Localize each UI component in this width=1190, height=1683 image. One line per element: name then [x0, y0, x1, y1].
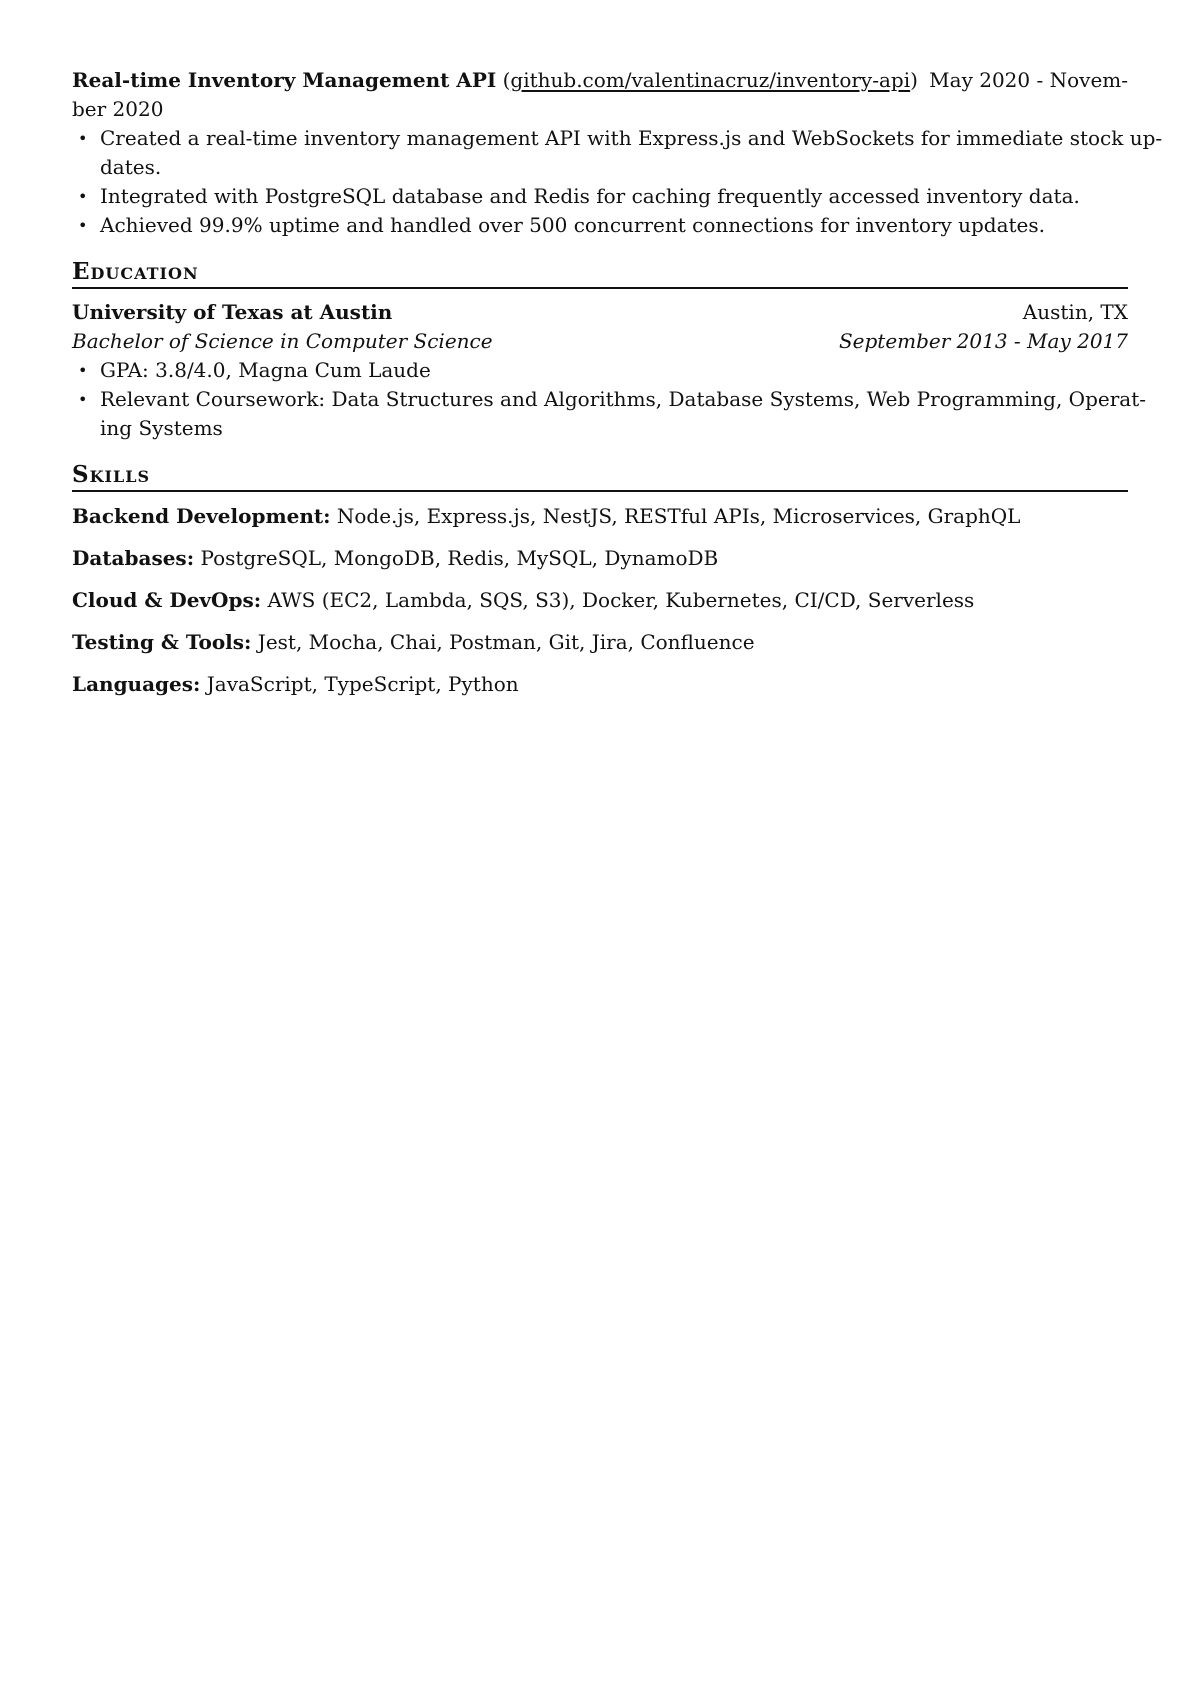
skill-row — [72, 670, 1128, 699]
bullet-text: Relevant Coursework: Data Structures and Algorithms, Database Systems, Web Programming, Operat- — [100, 387, 1146, 411]
project-title: Real-time Inventory Management API — [72, 68, 497, 92]
skill-value: Node.js, Express.js, NestJS, RESTful APIs, Microservices, GraphQL — [336, 504, 1021, 528]
list-item — [72, 182, 1128, 211]
skill-label: Cloud & DevOps: — [72, 588, 262, 612]
skill-row — [72, 586, 1128, 615]
education-degree-row — [72, 327, 1128, 356]
skill-row — [72, 544, 1128, 573]
degree-dates: September 2013 - May 2017 — [838, 329, 1128, 353]
skill-label: Backend Development: — [72, 504, 331, 528]
project-date: May 2020 - Novem- — [929, 68, 1128, 92]
bullet-text: dates. — [100, 155, 162, 179]
skill-row — [72, 502, 1128, 531]
skill-label: Testing & Tools: — [72, 630, 252, 654]
skill-value: AWS (EC2, Lambda, SQS, S3), Docker, Kubernetes, CI/CD, Serverless — [267, 588, 975, 612]
school-location: Austin, TX — [1022, 300, 1128, 324]
bullet-text: Achieved 99.9% uptime and handled over 500 concurrent connections for inventory updates. — [100, 213, 1045, 237]
skill-label: Languages: — [72, 672, 201, 696]
bullet-icon: • — [78, 361, 88, 380]
bullet-icon: • — [78, 129, 88, 148]
list-item — [72, 124, 1163, 182]
bullet-icon: • — [78, 216, 88, 235]
skill-value: Jest, Mocha, Chai, Postman, Git, Jira, Confluence — [257, 630, 755, 654]
skill-value: JavaScript, TypeScript, Python — [206, 672, 519, 696]
project-link-open: ( — [502, 68, 511, 92]
list-item — [72, 211, 1128, 240]
resume-page — [72, 0, 1163, 712]
list-item — [72, 356, 1128, 385]
education-school-row — [72, 298, 1128, 327]
project-link[interactable]: github.com/valentinacruz/inventory-api — [510, 68, 911, 92]
skill-value: PostgreSQL, MongoDB, Redis, MySQL, DynamoDB — [200, 546, 719, 570]
project-link-close: ) — [910, 68, 918, 92]
education-heading: Education — [72, 257, 1128, 289]
project-bullets — [72, 124, 1163, 240]
project-date-continued: ber 2020 — [72, 97, 164, 121]
project-header — [72, 66, 1128, 95]
skill-label: Databases: — [72, 546, 195, 570]
bullet-icon: • — [78, 187, 88, 206]
list-item — [72, 385, 1146, 443]
school-name: University of Texas at Austin — [72, 300, 393, 324]
bullet-text: ing Systems — [100, 416, 223, 440]
bullet-icon: • — [78, 390, 88, 409]
degree-name: Bachelor of Science in Computer Science — [72, 329, 493, 353]
skill-row — [72, 628, 1128, 657]
bullet-text: GPA: 3.8/4.0, Magna Cum Laude — [100, 358, 431, 382]
education-bullets — [72, 356, 1146, 443]
bullet-text: Created a real-time inventory management API with Express.js and WebSockets for immediate stock up- — [100, 126, 1163, 150]
skills-list — [72, 502, 1128, 699]
skills-heading: Skills — [72, 460, 1128, 492]
bullet-text: Integrated with PostgreSQL database and Redis for caching frequently accessed inventory data. — [100, 184, 1080, 208]
